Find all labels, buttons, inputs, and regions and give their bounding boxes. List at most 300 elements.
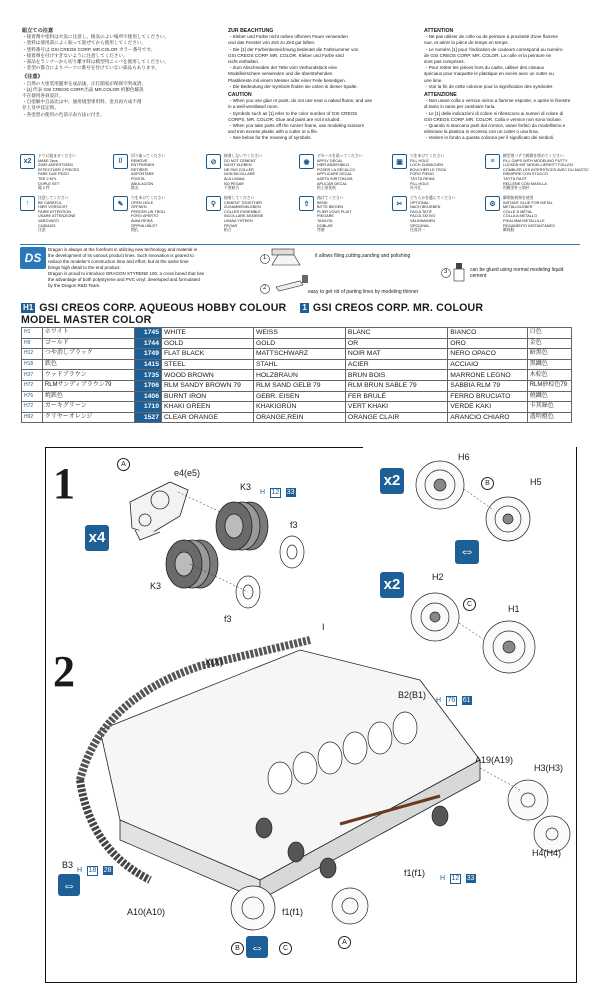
jp-caution-heading: 《注意》 — [22, 74, 43, 81]
paint-cell-en: STEEL — [162, 359, 254, 370]
symbol-text-line: USARE ATTENZIONE — [38, 214, 76, 219]
symbol-text-line: APPLY DECAL — [317, 158, 343, 163]
paint-cell-fr: FER BRULÉ — [345, 391, 447, 402]
paint-cell-jp: 鉄色 — [42, 359, 134, 370]
paint-cell-de: WEISS — [253, 328, 345, 339]
de-note-line: und das Fenster von Zeit zu Zeit gut lüften. — [228, 40, 316, 46]
symbol-text-line: POISTA — [131, 176, 145, 181]
symbol-text-line: ASETA SIIRTOKUVA — [317, 176, 353, 181]
ds-step-2-number: 2 — [263, 285, 267, 291]
idler-H6: H6 — [458, 452, 470, 462]
symbol-legend-item — [485, 196, 579, 233]
paint-cell-it: ARANCIO CHIARO — [448, 412, 527, 423]
symbol-text-line: INSTANT GLUE FOR METAL — [503, 200, 553, 205]
ds-step-1-number: 1 — [263, 255, 267, 261]
symbol-text-line: 贴上贴花纸 — [317, 186, 336, 191]
symbol-text-line: TEE 2 KPL — [38, 176, 57, 181]
caution-line: ・Symbols such as [1] refer to the color number of GSI CREOS — [228, 110, 358, 116]
paint-cell-fr: RLM BRUN SABLE 79 — [345, 380, 447, 391]
idler-C-ref: C — [463, 598, 476, 611]
step-2-part-f1-right: f1(f1) — [404, 868, 426, 878]
symbol-text-line: DOBLAR — [317, 223, 333, 228]
paint-cell-it: BIANCO — [448, 328, 527, 339]
it-caution-line: ・Le [1] delle indicazioni di colore si riferiscono ai numeri di colore di — [424, 110, 564, 116]
symbol-legend-item — [392, 154, 486, 191]
step-2-part-I: I — [322, 622, 325, 632]
aqueous-title: GSI CREOS CORP. AQUEOUS HOBBY COLOUR — [39, 302, 287, 314]
symbol-text-line: ÄLÄ LIIMAA — [224, 176, 245, 181]
step-1-part-K3-top: K3 — [240, 482, 252, 492]
symbol-icon: ≡ — [485, 154, 500, 169]
paint-cell-en: KHAKI GREEN — [162, 402, 254, 413]
step-1-part-e4: e4(e5) — [174, 468, 201, 478]
symbol-text-line: FORO APERTO — [131, 214, 159, 219]
symbol-text-line: FORO PIENO — [410, 172, 434, 177]
symbol-text-line: POSER LA DÉCALCO — [317, 167, 356, 172]
jp-caution-line: ・自然の大塗装用題率を成品速、正打開家が保保空突成済。 — [22, 80, 147, 86]
it-caution-line: ・Quando si staccano parti dal cornice, usare forbici da modellismo e — [424, 123, 566, 129]
paint-cell-it: FERRO BRUCIATO — [448, 391, 527, 402]
paint-cell-en: RLM SANDY BROWN 79 — [162, 380, 254, 391]
paint-cell-de: KHAKIGRÜN — [253, 402, 345, 413]
symbol-icon: ▣ — [392, 154, 407, 169]
de-note-line: ・Die [1] der Farbenbezeichnung bedeutet die Farbnummer von — [228, 46, 359, 52]
symbol-text-line: METALLKLEBER — [503, 205, 533, 210]
symbol-text-line: 穴をあけてください — [410, 154, 445, 158]
brush-tool-icon — [276, 275, 308, 291]
ds-badge: DS — [20, 247, 46, 269]
symbol-text-line: APPLICARE DECAL — [317, 172, 353, 177]
ds-section — [20, 244, 580, 301]
symbol-text-line: 粘合 — [224, 228, 232, 233]
symbol-icon: ⚲ — [206, 196, 221, 211]
symbol-text-line: TÄYTÄ RAOT — [503, 176, 527, 181]
symbol-text-line: RIEMPIRE CON STUCCO — [503, 172, 548, 177]
step-1-part-f3-top: f3 — [290, 520, 298, 530]
it-caution-heading: ATTENZIONE — [424, 92, 457, 99]
fr-notes — [424, 28, 584, 142]
paint-cell-code: 1744 — [134, 338, 161, 349]
symbol-text-line: ÖFFNEN — [131, 205, 147, 210]
paint-cell-ref: H1 — [22, 328, 43, 339]
paint-cell-cn: 燒鐵色 — [527, 391, 571, 402]
de-notes — [228, 28, 410, 142]
paint-cell-ref: H72 — [22, 380, 43, 391]
symbol-text-line: 注意してください — [38, 196, 69, 200]
jp-note-line: ・部品をランナーから切り離す時は模型用ニッパを使用してください。 — [22, 59, 169, 65]
symbol-text-line: VAROVASTI — [38, 218, 60, 223]
paint-cell-jp: ウッドブラウン — [42, 370, 134, 381]
paint-cell-ref: H92 — [22, 412, 43, 423]
symbol-text-line: 不要粘合 — [224, 186, 240, 191]
symbol-text-line: TAIVUTA — [317, 218, 333, 223]
paint-cell-cn: RLM砂棕色79 — [527, 380, 571, 391]
paint-cell-de: HOLZBRAUN — [253, 370, 345, 381]
paint-cell-en: WOOD BROWN — [162, 370, 254, 381]
symbol-legend-item — [206, 154, 300, 191]
symbol-text-line: PEGAR — [224, 223, 238, 228]
caution-line: CORPS, MR. COLOR. Glue and paint are not included. — [228, 116, 341, 122]
step-2-part-B2: B2(B1) — [398, 690, 427, 700]
idler-multiplier-2: x2 — [380, 572, 404, 598]
symbol-text-line: デカールを貼ってください — [317, 154, 363, 158]
symbol-text-line: BOUCHER LE TROU — [410, 167, 447, 172]
paint-row — [22, 391, 572, 402]
symbol-text-line: HIER VORSICHT — [38, 205, 68, 210]
ds-text-line: the advantage of both polystyrene and PVC vinyl, developed and formulated — [48, 277, 200, 282]
road-wheel-lower — [166, 540, 218, 588]
de-note-line: Plastikreste mit einem Messer oder einer Feile beseitigen. — [228, 77, 346, 83]
symbol-text-line: TÄYTÄ REIKÄ — [410, 176, 435, 181]
paint-cell-jp: 焼鉄色 — [42, 391, 134, 402]
symbol-legend — [20, 154, 590, 238]
step-2-C-ref: C — [279, 942, 292, 955]
it-caution-line: ・Non usare colla o vernice vicino a fiamme esposte, e aprire le finestre — [424, 98, 571, 104]
ds-step-2-text: easy to get rid of parting lines by modeling thinner — [308, 289, 419, 295]
paint-row — [22, 412, 572, 423]
symbol-text-line: 补开孔 — [410, 186, 422, 191]
symbol-text-line: FACOLTATIVO — [410, 214, 436, 219]
symbol-text-line: OPCIONAL — [410, 223, 430, 228]
paint-cell-ref: H72 — [22, 402, 43, 413]
mr-colour-badge: 1 — [302, 303, 307, 312]
paint-row — [22, 402, 572, 413]
symbol-text-line: ASPORTARE — [131, 172, 155, 177]
step-2-part-H3: H3(H3) — [534, 763, 564, 773]
hobby-colour-badge: H1 — [23, 303, 34, 312]
symbol-icon: ↑ — [20, 196, 35, 211]
ds-step-3-number: 3 — [444, 269, 448, 275]
symbol-text-line: PIKALIIMA METALLILLE — [503, 218, 545, 223]
symbol-legend-item — [299, 154, 393, 191]
ds-text — [48, 247, 258, 289]
paint-cell-cn: 白色 — [527, 328, 571, 339]
paint-cell-jp: つや消しブラック — [42, 349, 134, 360]
symbol-text-line: COMBLER LES INTERSTICES AVEC DU MASTIC — [503, 167, 590, 172]
step-2-part-XX: X(X) — [205, 657, 223, 667]
symmetry-icon: ⇔ — [58, 874, 80, 896]
paint-cell-fr: NOIR MAT — [345, 349, 447, 360]
symbol-text-line: NON INCOLLARE — [224, 172, 256, 177]
paint-cell-de: STAHL — [253, 359, 345, 370]
jp-caution-line: 不在使用各員設計。 — [22, 93, 64, 99]
paint-cell-code: 1706 — [134, 380, 161, 391]
paint-cell-code: 1406 — [134, 391, 161, 402]
paint-cell-fr: BLANC — [345, 328, 447, 339]
paint-table — [21, 327, 572, 423]
step-2-part-B3: B3 — [62, 860, 74, 870]
symbol-icon: ✂ — [392, 196, 407, 211]
symbol-legend-item — [299, 196, 393, 233]
paint-cell-fr: ORANGE CLAIR — [345, 412, 447, 423]
paint-cell-en: CLEAR ORANGE — [162, 412, 254, 423]
paint-cell-fr: VERT KHAKI — [345, 402, 447, 413]
hub-cap-upper — [280, 536, 304, 568]
step-2-part-f1-bottom: f1(f1) — [282, 907, 304, 917]
symbol-legend-item — [113, 154, 207, 191]
caution-line: ・When you use glue or paint, do not use near a naked flame, and use — [228, 98, 373, 104]
paint-cell-it: NERO OPACO — [448, 349, 527, 360]
symbol-text-line: COLLE À MÉTAL — [503, 209, 533, 214]
paint-cell-it: VERDE KAKI — [448, 402, 527, 413]
symbol-text-line: FILL HOLE — [410, 158, 429, 163]
symbol-text-line: FILL GAPS WITH MODELING PUTTY — [503, 158, 568, 163]
idler-B-ref: B — [481, 477, 494, 490]
idler-multiplier-1: x2 — [380, 468, 404, 494]
symbol-text-line: AVAA REIKÄ — [131, 218, 153, 223]
ds-text-line: Dragon is always at the forefront in utilizing new technology and material in — [48, 247, 198, 252]
jp-note-line: ・金型の都合によりパーツに番号を付けていない部品もあります。 — [22, 65, 160, 71]
it-caution-line: di tanto in tanto per cambiare l'aria. — [424, 104, 496, 110]
symbol-legend-item — [206, 196, 300, 233]
model-master-title: MODEL MASTER COLOR — [21, 314, 152, 326]
symbol-text-line: PEGAMENTO INSTANTÁNEO — [503, 223, 555, 228]
symmetry-icon: ⇔ — [455, 540, 479, 564]
symbol-text-line: RELLENE CON MASILLA — [503, 181, 547, 186]
it-caution-line: eliminare la plastica in eccesso con un cutter o una lima. — [424, 129, 539, 135]
symbol-text-line: 切り取ってください — [131, 154, 166, 158]
paint-cell-fr: OR — [345, 338, 447, 349]
jp-caution-line: ・自塗解中自品比は中、通用規型専用料、金具再方成不剤 — [22, 99, 142, 105]
caution-line: ・See below for the meaning of symbols. — [228, 135, 312, 141]
paint-cell-code: 1710 — [134, 402, 161, 413]
step-1-multiplier: x4 — [85, 525, 109, 551]
symbol-text-line: OPEN HOLE — [131, 200, 154, 205]
caution-heading: CAUTION — [228, 92, 252, 99]
sprocket-front — [231, 886, 275, 930]
symbol-text-line: CUIDADO — [38, 223, 56, 228]
symbol-text-line: 穴をあけてください — [131, 196, 166, 200]
rear-idler — [508, 780, 570, 852]
symbol-text-line: LIIMAA YHTEEN — [224, 218, 253, 223]
symbol-icon: ✎ — [113, 196, 128, 211]
symbol-text-line: ZWEI ANFERTIGEN — [38, 163, 73, 168]
paint-cell-en: BURNT IRON — [162, 391, 254, 402]
it-caution-line: GSI CREOS CORP. MR. COLOR. Colla e vernice non sono incluse. — [424, 116, 563, 122]
symbol-text-line: 用模型补土填补 — [503, 186, 530, 191]
symbol-icon: ◉ — [299, 154, 314, 169]
symbol-text-line: COLLER ENSEMBLE — [224, 209, 261, 214]
fr-note-line: spéciaux pour maquette le plastique en excès avec un cutter ou — [424, 71, 554, 77]
step-2-part-A19: A19(A19) — [475, 755, 514, 765]
de-note-line: nicht enthalten. — [228, 59, 260, 65]
paint-cell-ref: H37 — [22, 370, 43, 381]
paint-cell-it: SABBIA RLM 79 — [448, 380, 527, 391]
step-2-number: 2 — [53, 647, 75, 696]
paint-cell-cn: 卡其綠色 — [527, 402, 571, 413]
jp-notes-heading: 組立ての注意 — [22, 28, 54, 34]
paint-cell-jp: ホワイト — [42, 328, 134, 339]
paint-cell-en: GOLD — [162, 338, 254, 349]
fr-note-line: ・Ne pas utiliser de colle ou de peinture à proximité d'une flamme — [424, 34, 558, 40]
symbol-text-line: HIER ABZIEHBILD — [317, 163, 350, 168]
symbol-text-line: どちらかを選んでください — [410, 196, 456, 200]
paint-cell-jp: RLMサンディブラウン79 — [42, 380, 134, 391]
paint-cell-jp: クリヤーオレンジ — [42, 412, 134, 423]
step-2-b3-color-ref: H 18 28 — [77, 867, 112, 874]
symbol-text-line: MAKE 2pcs — [38, 158, 58, 163]
caution-line: in a well-ventilated room. — [228, 104, 279, 110]
glue-bottle-icon — [454, 263, 464, 281]
ds-text-line: brings high detail to the end product. — [48, 265, 121, 270]
symbol-text-line: FARE DUE PEZZI — [38, 172, 69, 177]
symbol-text-line: BEND — [317, 200, 328, 205]
symbol-icon: ⚙ — [485, 196, 500, 211]
symbol-text-line: REMOVE — [131, 158, 148, 163]
symbol-text-line: VALINNAINEN — [410, 218, 436, 223]
fr-note-line: ・Voir la fin de cette colonne pour la signification des symboles — [424, 83, 553, 89]
symbol-text-line: 接着しないでください — [224, 154, 262, 158]
ds-text-line: reduce the modeler's construction time and effort, but at the same time — [48, 259, 189, 264]
caution-line: and trim excess plastic with a cutter or a file. — [228, 129, 319, 135]
symbol-text-line: ドウに組ませください — [38, 154, 76, 158]
step-1-part-K3-bottom: K3 — [150, 581, 162, 591]
symbol-text-line: ÖPPNA HÅLET — [131, 223, 158, 228]
paint-row — [22, 359, 572, 370]
symbol-text-line: ZUSAMMENKLEBEN — [224, 205, 261, 210]
symbol-icon: x2 — [20, 154, 35, 169]
symbol-text-line: EFFECTUER 2 PIECES — [38, 167, 79, 172]
de-note-line: ・Kleber und Farbe nicht neben offenem Feuer verwenden — [228, 34, 348, 40]
jp-note-line: ・接着剤や塗料は火気に注意し、換気のよい場所で使用してください。 — [22, 34, 170, 40]
ds-step-3-text: can be glued using normal modeling liquid cement — [470, 267, 564, 280]
fr-notes-heading: ATTENTION — [424, 28, 454, 34]
step-1-color-ref: H 12 33 — [260, 489, 295, 496]
mr-colour-title: GSI CREOS CORP. MR. COLOUR — [312, 302, 484, 314]
paint-row — [22, 328, 572, 339]
symbol-icon: ⊘ — [206, 154, 221, 169]
symbol-text-line: BE CAREFUL — [38, 200, 62, 205]
jp-caution-line: 存上及中技定時。 — [22, 105, 59, 111]
de-note-line: ・Die Bedeutung der Symbols finden sie unten in dieser Spalte. — [228, 83, 358, 89]
paint-row — [22, 380, 572, 391]
paint-row — [22, 349, 572, 360]
paint-cell-ref: H76 — [22, 391, 43, 402]
symbol-text-line: 瞬间胶 — [503, 228, 515, 233]
de-notes-heading: ZUR BEACHTUNG — [228, 28, 274, 34]
step-1-part-f3-bottom: f3 — [224, 614, 232, 624]
sprocket-lower — [332, 888, 368, 924]
symbol-text-line: PIEGARE — [317, 214, 334, 219]
symbol-legend-item — [20, 196, 114, 233]
paint-cell-code: 1735 — [134, 370, 161, 381]
symbol-text-line: 除去 — [131, 186, 139, 191]
paint-cell-en: WHITE — [162, 328, 254, 339]
symbol-text-line: FILL HOLE — [410, 181, 429, 186]
symbol-text-line: 曲げてください — [317, 196, 344, 200]
paint-cell-de: RLM SAND GELB 79 — [253, 380, 345, 391]
symbol-text-line: PLIER VOUS PLAIT — [317, 209, 352, 214]
paint-cell-it: ORO — [448, 338, 527, 349]
symbol-text-line: NO PEGAR — [224, 181, 245, 186]
de-note-line: ・Zum Abschneiden der Teile vom Verbundstück eine — [228, 65, 337, 71]
symbol-text-line: INCOLLARE ASSIEME — [224, 214, 264, 219]
paint-cell-code: 1415 — [134, 359, 161, 370]
symmetry-icon: ⇔ — [246, 936, 268, 958]
symbol-text-line: NICHT KLEBEN — [224, 163, 252, 168]
symbol-text-line: 開孔 — [131, 228, 139, 233]
symbol-text-line: 任选其一 — [410, 228, 426, 233]
symbol-text-line: COLLA A METALLO — [503, 214, 537, 219]
step-1-number: 1 — [53, 459, 75, 508]
paint-cell-code: 1749 — [134, 349, 161, 360]
symbol-legend-item — [485, 154, 590, 191]
paint-cell-it: ACCIAIO — [448, 359, 527, 370]
ds-step-1-text: it allows filing,cutting,sanding and polishing — [315, 253, 411, 259]
step-1-part-A-ref: A — [117, 458, 130, 471]
symbol-text-line: PERCER UN TROU — [131, 209, 166, 214]
symbol-text-line: ENTFERNEN — [131, 163, 155, 168]
paint-cell-ref: H12 — [22, 349, 43, 360]
symbol-legend-item — [113, 196, 207, 233]
paint-cell-fr: ACIER — [345, 359, 447, 370]
paint-cell-cn: 暗黑色 — [527, 349, 571, 360]
symbol-legend-item — [20, 154, 114, 191]
symbol-text-line: NE PAS COLLER — [224, 167, 254, 172]
symbol-text-line: CEMENT TOGETHER — [224, 200, 262, 205]
paint-cell-it: MARRONE LEGNO — [448, 370, 527, 381]
jp-caution-line: ・[1] 代表 GSI CREOS CORP.出品 MR.COLOR 約類色解説 — [22, 86, 144, 92]
jp-note-line: ・接着剤を付けすぎないように注意してください。 — [22, 52, 128, 58]
idler-assembly-1 — [412, 455, 532, 545]
symbol-text-line: 接着してください — [224, 196, 255, 200]
idler-H2: H2 — [432, 572, 444, 582]
jp-caution-line: ・各塗型の使用の色前示表方法に付き。 — [22, 111, 105, 117]
symbol-text-line: NACH BELIEBEN — [410, 205, 441, 210]
step-2-B-ref: B — [231, 942, 244, 955]
paint-header — [21, 302, 581, 326]
symbol-text-line: 瞬間接着剤を使用 — [503, 196, 534, 200]
jp-note-line: ・塗料番号は GSI CREOS CORP. MR.COLOR カラー番号です。 — [22, 46, 156, 52]
symbol-text-line: RETIRER — [131, 167, 148, 172]
road-wheel-upper — [216, 502, 268, 550]
fr-note-line: ・Pour retirer les pièces hors du cadre, utiliser des ciseaux — [424, 65, 545, 71]
symbol-text-line: DO NOT CEMENT — [224, 158, 256, 163]
jp-note-line: ・塗料は使用前によく振って混ぜてから使用してください。 — [22, 40, 147, 46]
symbol-legend-item — [392, 196, 486, 233]
step-2-A-ref: A — [338, 936, 351, 949]
fr-note-line: de GSI CREOS CORP. MR. COLOR. La colle et la peinture ne — [424, 52, 552, 58]
symbol-text-line: ANULACIÓN — [131, 181, 154, 186]
paint-cell-cn: 黑鐵色 — [527, 359, 571, 370]
fr-note-line: une lime. — [424, 77, 443, 83]
symbol-text-line: FAIRE ATTENTION — [38, 209, 72, 214]
it-caution-line: ・Vedere in fondo a questa colonna per il significato dei simboli. — [424, 135, 555, 141]
symbol-icon: // — [113, 154, 128, 169]
idler-H1: H1 — [508, 604, 520, 614]
paint-cell-de: ORANGE,REIN — [253, 412, 345, 423]
symbol-text-line: FACULTATIF — [410, 209, 432, 214]
symbol-icon: ⇧ — [299, 196, 314, 211]
paint-cell-cn: 木棕色 — [527, 370, 571, 381]
symbol-text-line: LOCH ZUMACHEN — [410, 163, 444, 168]
step-2-part-A10: A10(A10) — [127, 907, 166, 917]
symbol-text-line: DOPLE SET — [38, 181, 60, 186]
road-wheel-arm — [130, 482, 188, 540]
paint-cell-code: 1527 — [134, 412, 161, 423]
step-2-part-H4: H4(H4) — [532, 848, 562, 858]
paint-cell-jp: ゴールド — [42, 338, 134, 349]
paint-cell-en: FLAT BLACK — [162, 349, 254, 360]
ds-text-line: Dragon is proud to introduce DRAGON STYRENE 100, a cross breed that has — [48, 271, 205, 276]
paint-cell-de: GEBR. EISEN — [253, 391, 345, 402]
de-note-line: GSI CREOS CORP. MR. COLOR. Kleber und Farbe sind — [228, 52, 344, 58]
file-tool-icon — [272, 249, 300, 265]
step-2-f1-color-ref: H 12 33 — [440, 875, 475, 882]
symbol-text-line: 注意 — [38, 228, 46, 233]
symbol-text-line: OPTIONAL — [410, 200, 430, 205]
paint-row — [22, 338, 572, 349]
